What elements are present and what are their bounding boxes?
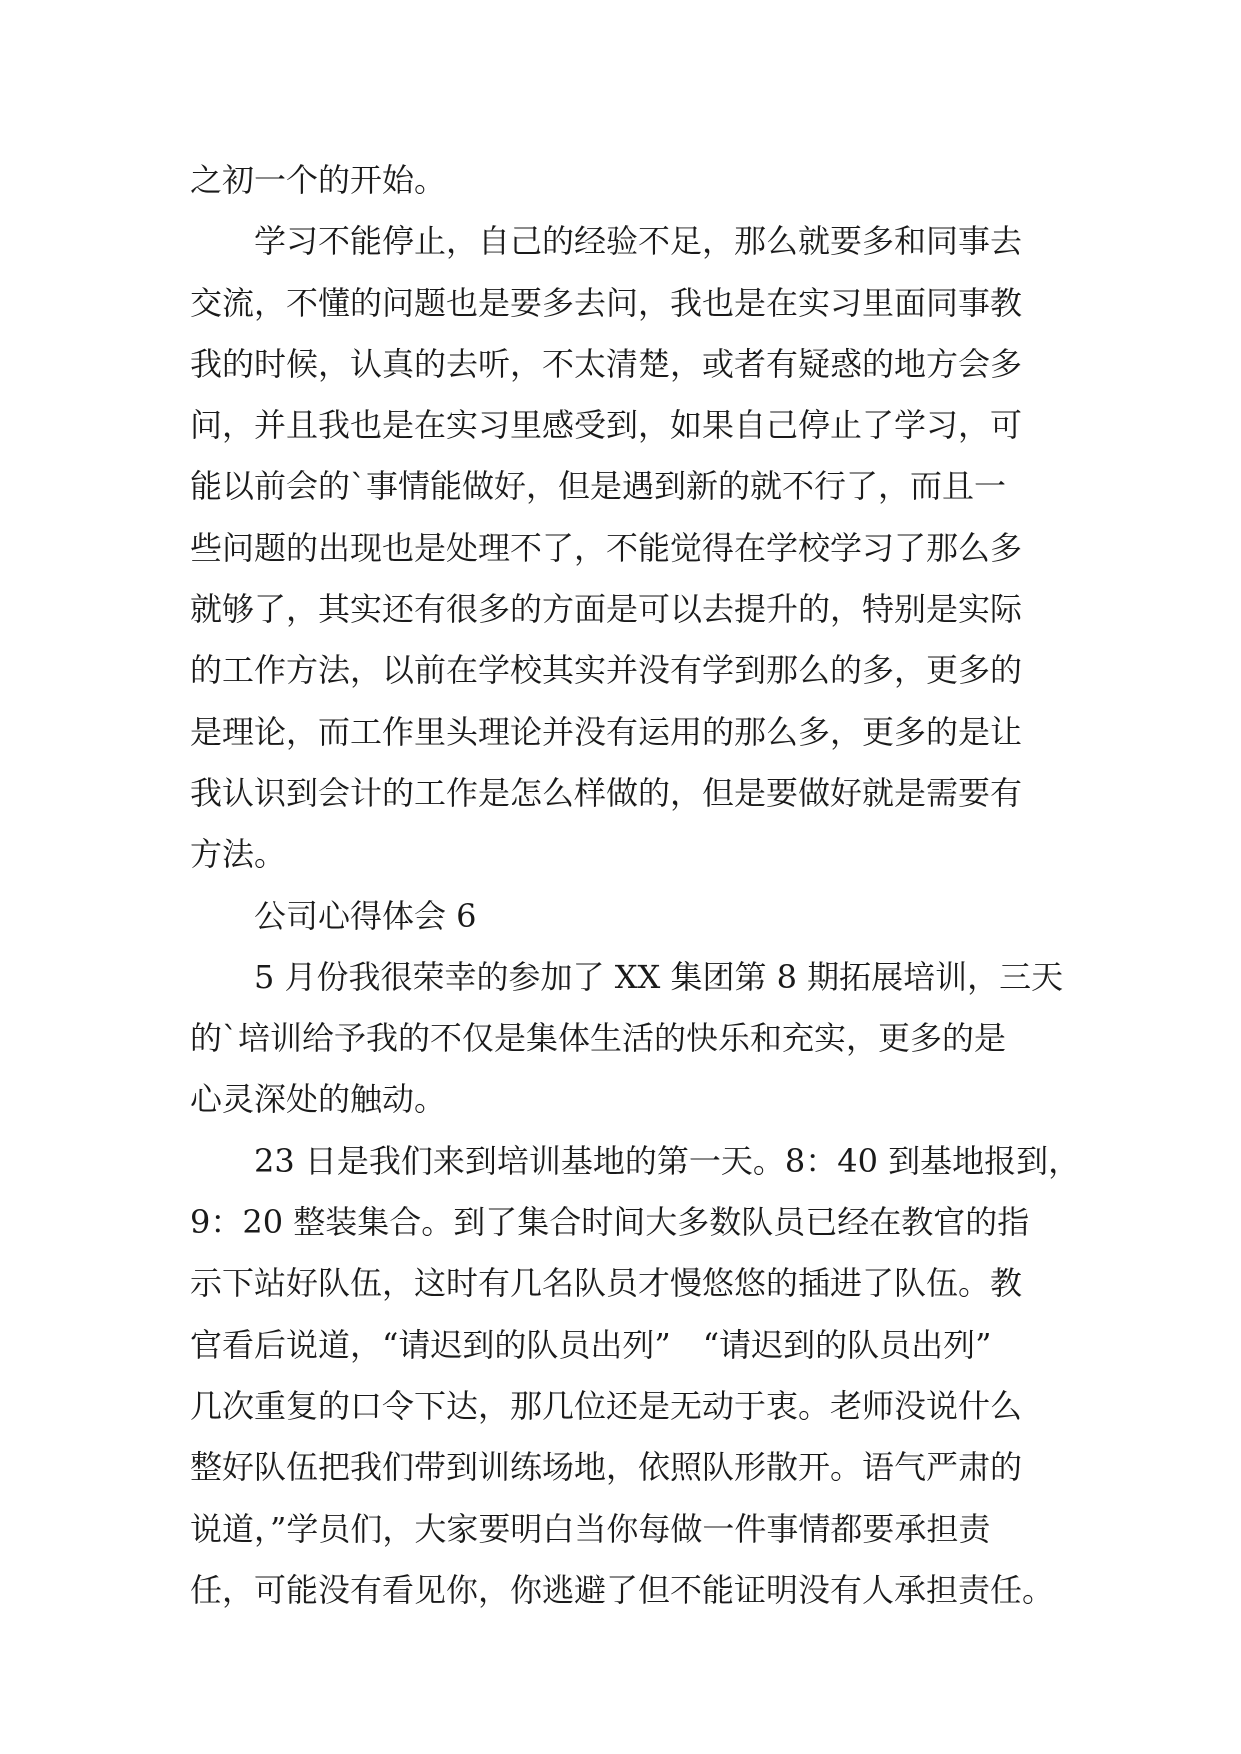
text-line: 23 日是我们来到培训基地的第一天。8：40 到基地报到，: [254, 1141, 1081, 1180]
text-line: 学习不能停止，自己的经验不足，那么就要多和同事去: [254, 222, 1023, 261]
text-line: 说道，”学员们，大家要明白当你每做一件事情都要承担责: [190, 1509, 991, 1548]
text-line: 能以前会的`事情能做好，但是遇到新的就不行了，而且一: [190, 467, 1007, 506]
text-line: 些问题的出现也是处理不了，不能觉得在学校学习了那么多: [190, 528, 1023, 567]
text-line: 问，并且我也是在实习里感受到，如果自己停止了学习，可: [190, 406, 1023, 445]
text-line: 官看后说道，“请迟到的队员出列” “请迟到的队员出列”: [190, 1325, 992, 1364]
body-text: [190, 150, 1081, 1621]
text-line: 9：20 整装集合。到了集合时间大多数队员已经在教官的指: [190, 1203, 1030, 1242]
section-heading: 公司心得体会 6: [254, 896, 477, 935]
text-line: 我的时候，认真的去听，不太清楚，或者有疑惑的地方会多: [190, 344, 1023, 383]
text-line: 之初一个的开始。: [190, 161, 447, 199]
text-line: 方法。: [190, 835, 287, 874]
text-line: 示下站好队伍，这时有几名队员才慢悠悠的插进了队伍。教: [190, 1264, 1023, 1303]
text-line: 是理论，而工作里头理论并没有运用的那么多，更多的是让: [190, 712, 1023, 751]
text-line: 心灵深处的触动。: [190, 1080, 447, 1119]
text-line: 几次重复的口令下达，那几位还是无动于衷。老师没说什么: [190, 1386, 1023, 1425]
text-line: 的工作方法，以前在学校其实并没有学到那么的多，更多的: [190, 651, 1023, 690]
text-line: 任，可能没有看见你，你逃避了但不能证明没有人承担责任。: [190, 1570, 1055, 1609]
text-line: 就够了，其实还有很多的方面是可以去提升的，特别是实际: [190, 590, 1023, 629]
text-line: 5 月份我很荣幸的参加了 XX 集团第 8 期拓展培训，三天: [254, 957, 1064, 996]
text-line: 整好队伍把我们带到训练场地，依照队形散开。语气严肃的: [190, 1448, 1023, 1487]
text-line: 我认识到会计的工作是怎么样做的，但是要做好就是需要有: [190, 773, 1023, 812]
text-line: 交流，不懂的问题也是要多去问，我也是在实习里面同事教: [190, 283, 1023, 322]
text-line: 的`培训给予我的不仅是集体生活的快乐和充实，更多的是: [190, 1019, 1007, 1058]
